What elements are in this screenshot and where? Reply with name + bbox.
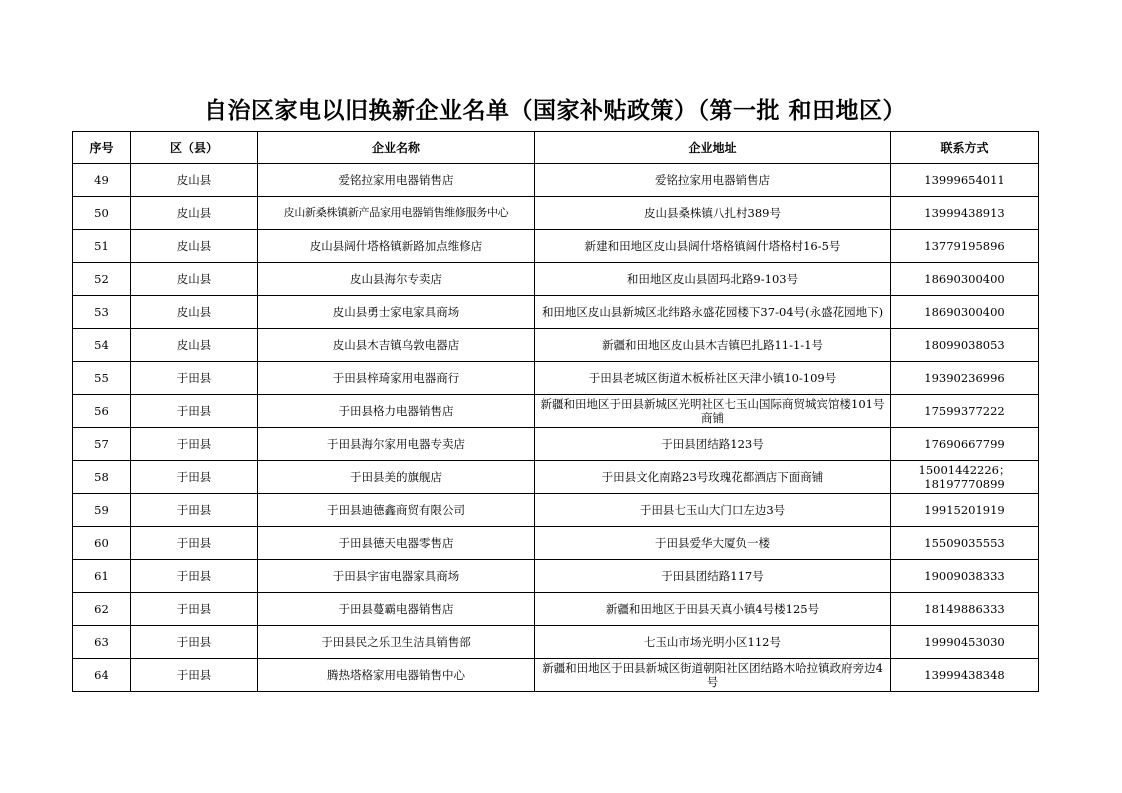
cell-company-name: 爱铭拉家用电器销售店 [258, 164, 535, 197]
cell-contact: 19990453030 [891, 626, 1039, 659]
cell-company-address: 新建和田地区皮山县阔什塔格镇阔什塔格村16-5号 [535, 230, 891, 263]
cell-company-name: 于田县梓琦家用电器商行 [258, 362, 535, 395]
cell-contact: 18690300400 [891, 296, 1039, 329]
cell-company-address: 新疆和田地区皮山县木吉镇巴扎路11-1-1号 [535, 329, 891, 362]
cell-index: 61 [73, 560, 131, 593]
table-row [73, 395, 1039, 428]
cell-company-name: 皮山县勇士家电家具商场 [258, 296, 535, 329]
cell-contact: 15001442226；18197770899 [891, 461, 1039, 494]
cell-company-address: 于田县爱华大厦负一楼 [535, 527, 891, 560]
cell-county: 皮山县 [131, 230, 258, 263]
cell-company-address: 于田县老城区街道木板桥社区天津小镇10-109号 [535, 362, 891, 395]
cell-company-name: 于田县迪德鑫商贸有限公司 [258, 494, 535, 527]
table-row [73, 197, 1039, 230]
cell-company-name: 于田县德天电器零售店 [258, 527, 535, 560]
page-title: 自治区家电以旧换新企业名单（国家补贴政策）（第一批 和田地区） [203, 97, 906, 124]
table-row [73, 659, 1039, 692]
cell-company-name: 于田县民之乐卫生洁具销售部 [258, 626, 535, 659]
cell-contact: 19009038333 [891, 560, 1039, 593]
cell-county: 皮山县 [131, 329, 258, 362]
cell-company-address: 新疆和田地区于田县新城区街道朝阳社区团结路木哈拉镇政府旁边4号 [535, 659, 891, 692]
cell-index: 51 [73, 230, 131, 263]
table-row [73, 560, 1039, 593]
cell-index: 59 [73, 494, 131, 527]
cell-company-name: 腾热塔格家用电器销售中心 [258, 659, 535, 692]
cell-company-address: 于田县文化南路23号玫瑰花都酒店下面商铺 [535, 461, 891, 494]
table-row [73, 494, 1039, 527]
table-row [73, 263, 1039, 296]
cell-company-address: 新疆和田地区于田县新城区光明社区七玉山国际商贸城宾馆楼101号商铺 [535, 395, 891, 428]
cell-index: 52 [73, 263, 131, 296]
table-header-row [73, 132, 1039, 164]
column-header-contact: 联系方式 [891, 132, 1039, 164]
cell-company-address: 于田县团结路123号 [535, 428, 891, 461]
table-row [73, 230, 1039, 263]
cell-index: 53 [73, 296, 131, 329]
cell-company-name: 皮山县木吉镇乌敦电器店 [258, 329, 535, 362]
cell-index: 57 [73, 428, 131, 461]
cell-contact: 13999654011 [891, 164, 1039, 197]
cell-county: 于田县 [131, 626, 258, 659]
cell-contact: 13779195896 [891, 230, 1039, 263]
cell-index: 55 [73, 362, 131, 395]
cell-county: 于田县 [131, 362, 258, 395]
table-body [73, 164, 1039, 692]
cell-county: 皮山县 [131, 296, 258, 329]
cell-company-name: 于田县格力电器销售店 [258, 395, 535, 428]
cell-county: 皮山县 [131, 197, 258, 230]
cell-index: 50 [73, 197, 131, 230]
table-row [73, 527, 1039, 560]
column-header-company-address: 企业地址 [535, 132, 891, 164]
cell-county: 皮山县 [131, 164, 258, 197]
table-row [73, 329, 1039, 362]
table-row [73, 461, 1039, 494]
column-header-county: 区（县） [131, 132, 258, 164]
cell-company-name: 于田县美的旗舰店 [258, 461, 535, 494]
cell-contact: 19915201919 [891, 494, 1039, 527]
cell-county: 于田县 [131, 527, 258, 560]
cell-index: 60 [73, 527, 131, 560]
cell-company-name: 于田县海尔家用电器专卖店 [258, 428, 535, 461]
cell-company-name: 皮山县阔什塔格镇新路加点维修店 [258, 230, 535, 263]
cell-index: 63 [73, 626, 131, 659]
cell-county: 于田县 [131, 428, 258, 461]
cell-contact: 15509035553 [891, 527, 1039, 560]
table-row [73, 362, 1039, 395]
cell-company-address: 于田县团结路117号 [535, 560, 891, 593]
cell-contact: 17690667799 [891, 428, 1039, 461]
cell-index: 56 [73, 395, 131, 428]
cell-contact: 17599377222 [891, 395, 1039, 428]
cell-county: 于田县 [131, 461, 258, 494]
cell-index: 58 [73, 461, 131, 494]
cell-contact: 18690300400 [891, 263, 1039, 296]
cell-index: 62 [73, 593, 131, 626]
table-row [73, 626, 1039, 659]
cell-county: 于田县 [131, 395, 258, 428]
table-row [73, 164, 1039, 197]
table-row [73, 428, 1039, 461]
cell-company-address: 和田地区皮山县新城区北纬路永盛花园楼下37-04号(永盛花园地下) [535, 296, 891, 329]
cell-company-name: 皮山县海尔专卖店 [258, 263, 535, 296]
cell-company-address: 皮山县桑株镇八扎村389号 [535, 197, 891, 230]
cell-county: 皮山县 [131, 263, 258, 296]
cell-company-address: 爱铭拉家用电器销售店 [535, 164, 891, 197]
cell-index: 64 [73, 659, 131, 692]
cell-contact: 18149886333 [891, 593, 1039, 626]
cell-company-name: 于田县蔓霸电器销售店 [258, 593, 535, 626]
cell-company-address: 七玉山市场光明小区112号 [535, 626, 891, 659]
table-row [73, 296, 1039, 329]
cell-contact: 13999438913 [891, 197, 1039, 230]
cell-county: 于田县 [131, 494, 258, 527]
cell-company-address: 新疆和田地区于田县天真小镇4号楼125号 [535, 593, 891, 626]
table-row [73, 593, 1039, 626]
cell-county: 于田县 [131, 593, 258, 626]
enterprise-table [72, 131, 1039, 692]
cell-contact: 18099038053 [891, 329, 1039, 362]
cell-contact: 13999438348 [891, 659, 1039, 692]
column-header-company-name: 企业名称 [258, 132, 535, 164]
cell-company-address: 和田地区皮山县固玛北路9-103号 [535, 263, 891, 296]
cell-index: 54 [73, 329, 131, 362]
cell-company-name: 于田县宇宙电器家具商场 [258, 560, 535, 593]
cell-index: 49 [73, 164, 131, 197]
cell-contact: 19390236996 [891, 362, 1039, 395]
cell-company-address: 于田县七玉山大门口左边3号 [535, 494, 891, 527]
cell-county: 于田县 [131, 659, 258, 692]
cell-company-name: 皮山新桑株镇新产品家用电器销售维修服务中心 [258, 197, 535, 230]
column-header-index: 序号 [73, 132, 131, 164]
cell-county: 于田县 [131, 560, 258, 593]
